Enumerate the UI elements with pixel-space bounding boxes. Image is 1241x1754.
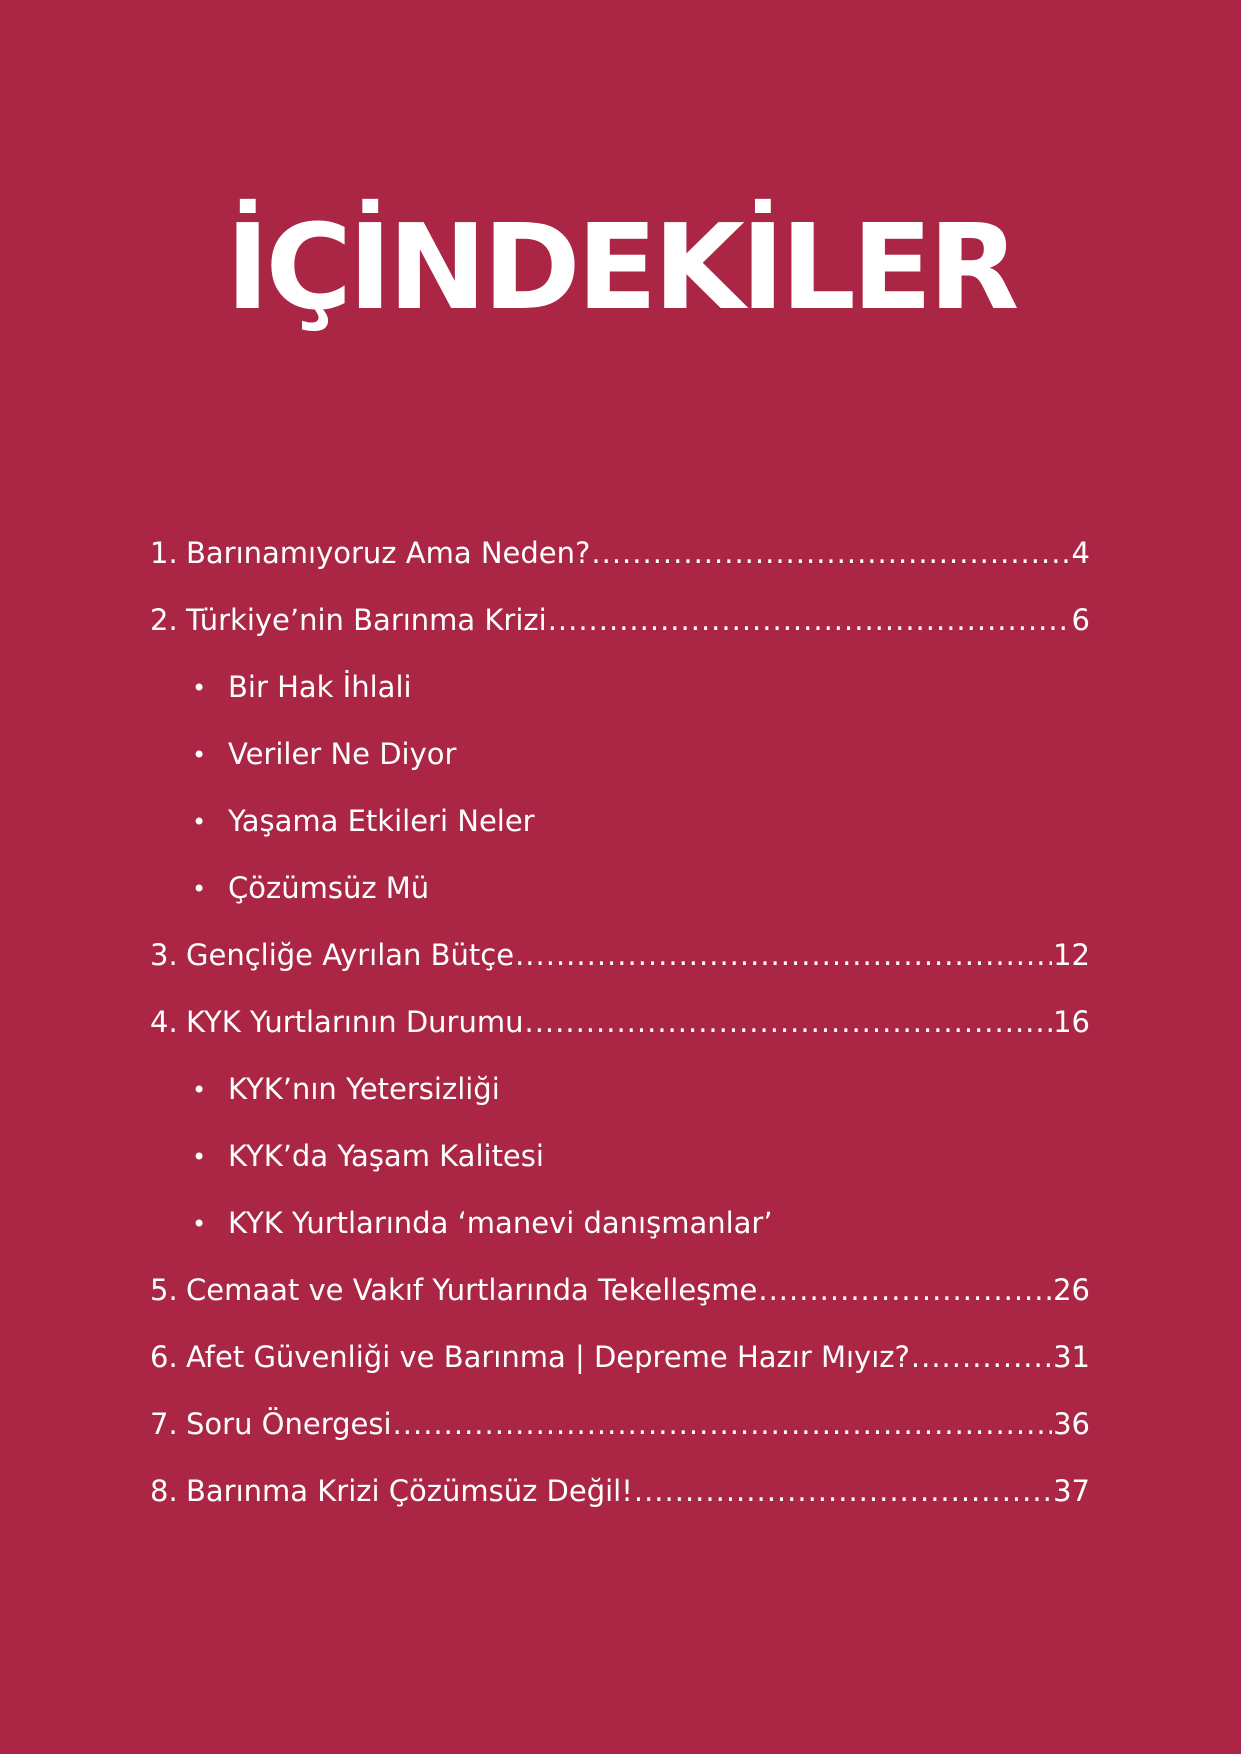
toc-entry-page: 26 — [1053, 1273, 1090, 1307]
toc-entry-label: Barınamıyoruz Ama Neden? — [186, 536, 591, 570]
bullet-icon: • — [192, 673, 207, 702]
toc-subentry[interactable] — [150, 1056, 1090, 1123]
toc-entry-page: 37 — [1053, 1474, 1090, 1508]
toc-entry-number: 7. — [150, 1407, 178, 1441]
toc-subentry-label: Yaşama Etkileri Neler — [228, 804, 535, 838]
dot-leader — [911, 1343, 1052, 1372]
toc-entry-number: 3. — [150, 938, 178, 972]
toc-subentry-label: KYK’da Yaşam Kalitesi — [228, 1139, 544, 1173]
bullet-icon: • — [192, 874, 207, 903]
toc-entry-number: 2. — [150, 603, 178, 637]
dot-leader — [524, 1008, 1052, 1037]
toc-subentry-label: Veriler Ne Diyor — [228, 737, 457, 771]
toc-entry-5[interactable] — [150, 1257, 1090, 1324]
toc-entry-page: 4 — [1071, 536, 1090, 570]
toc-subentry[interactable] — [150, 721, 1090, 788]
toc-entry-page: 36 — [1053, 1407, 1090, 1441]
dot-leader — [591, 539, 1070, 568]
toc-entry-number: 5. — [150, 1273, 178, 1307]
toc-subentry[interactable] — [150, 1123, 1090, 1190]
toc-entry-page: 31 — [1053, 1340, 1090, 1374]
toc-entry-2[interactable] — [150, 587, 1090, 654]
toc-entry-1[interactable] — [150, 520, 1090, 587]
toc-subentry-label: KYK’nın Yetersizliği — [228, 1072, 500, 1106]
toc-entry-7[interactable] — [150, 1391, 1090, 1458]
toc-entry-label: KYK Yurtlarının Durumu — [186, 1005, 524, 1039]
toc-entry-label: Türkiye’nin Barınma Krizi — [186, 603, 547, 637]
dot-leader — [634, 1477, 1052, 1506]
page-title: İÇİNDEKİLER — [225, 198, 1016, 336]
dot-leader — [515, 941, 1052, 970]
toc-entry-3[interactable] — [150, 922, 1090, 989]
toc-subentry[interactable] — [150, 654, 1090, 721]
toc-subentry[interactable] — [150, 1190, 1090, 1257]
toc-entry-number: 4. — [150, 1005, 178, 1039]
toc-entry-number: 1. — [150, 536, 178, 570]
bullet-icon: • — [192, 740, 207, 769]
toc-subentry[interactable] — [150, 855, 1090, 922]
toc-entry-page: 12 — [1053, 938, 1090, 972]
toc-entry-label: Barınma Krizi Çözümsüz Değil! — [186, 1474, 633, 1508]
toc-entry-4[interactable] — [150, 989, 1090, 1056]
bullet-icon: • — [192, 807, 207, 836]
toc-entry-page: 16 — [1053, 1005, 1090, 1039]
dot-leader — [758, 1276, 1052, 1305]
bullet-icon: • — [192, 1142, 207, 1171]
toc-entry-label: Gençliğe Ayrılan Bütçe — [186, 938, 515, 972]
toc-entry-label: Soru Önergesi — [186, 1407, 392, 1441]
toc-entry-page: 6 — [1071, 603, 1090, 637]
toc-entry-6[interactable] — [150, 1324, 1090, 1391]
toc-subentry-label: KYK Yurtlarında ‘manevi danışmanlar’ — [228, 1206, 773, 1240]
bullet-icon: • — [192, 1209, 207, 1238]
toc-entry-number: 6. — [150, 1340, 178, 1374]
toc-subentry-label: Çözümsüz Mü — [228, 871, 430, 905]
toc-subentry-label: Bir Hak İhlali — [228, 670, 412, 704]
toc-entry-number: 8. — [150, 1474, 178, 1508]
dot-leader — [548, 606, 1071, 635]
toc-entry-label: Cemaat ve Vakıf Yurtlarında Tekelleşme — [186, 1273, 758, 1307]
bullet-icon: • — [192, 1075, 207, 1104]
table-of-contents — [150, 520, 1090, 1525]
toc-subentry[interactable] — [150, 788, 1090, 855]
toc-entry-8[interactable] — [150, 1458, 1090, 1525]
dot-leader — [393, 1410, 1053, 1439]
toc-entry-label: Afet Güvenliği ve Barınma | Depreme Hazır Mıyız? — [186, 1340, 910, 1374]
